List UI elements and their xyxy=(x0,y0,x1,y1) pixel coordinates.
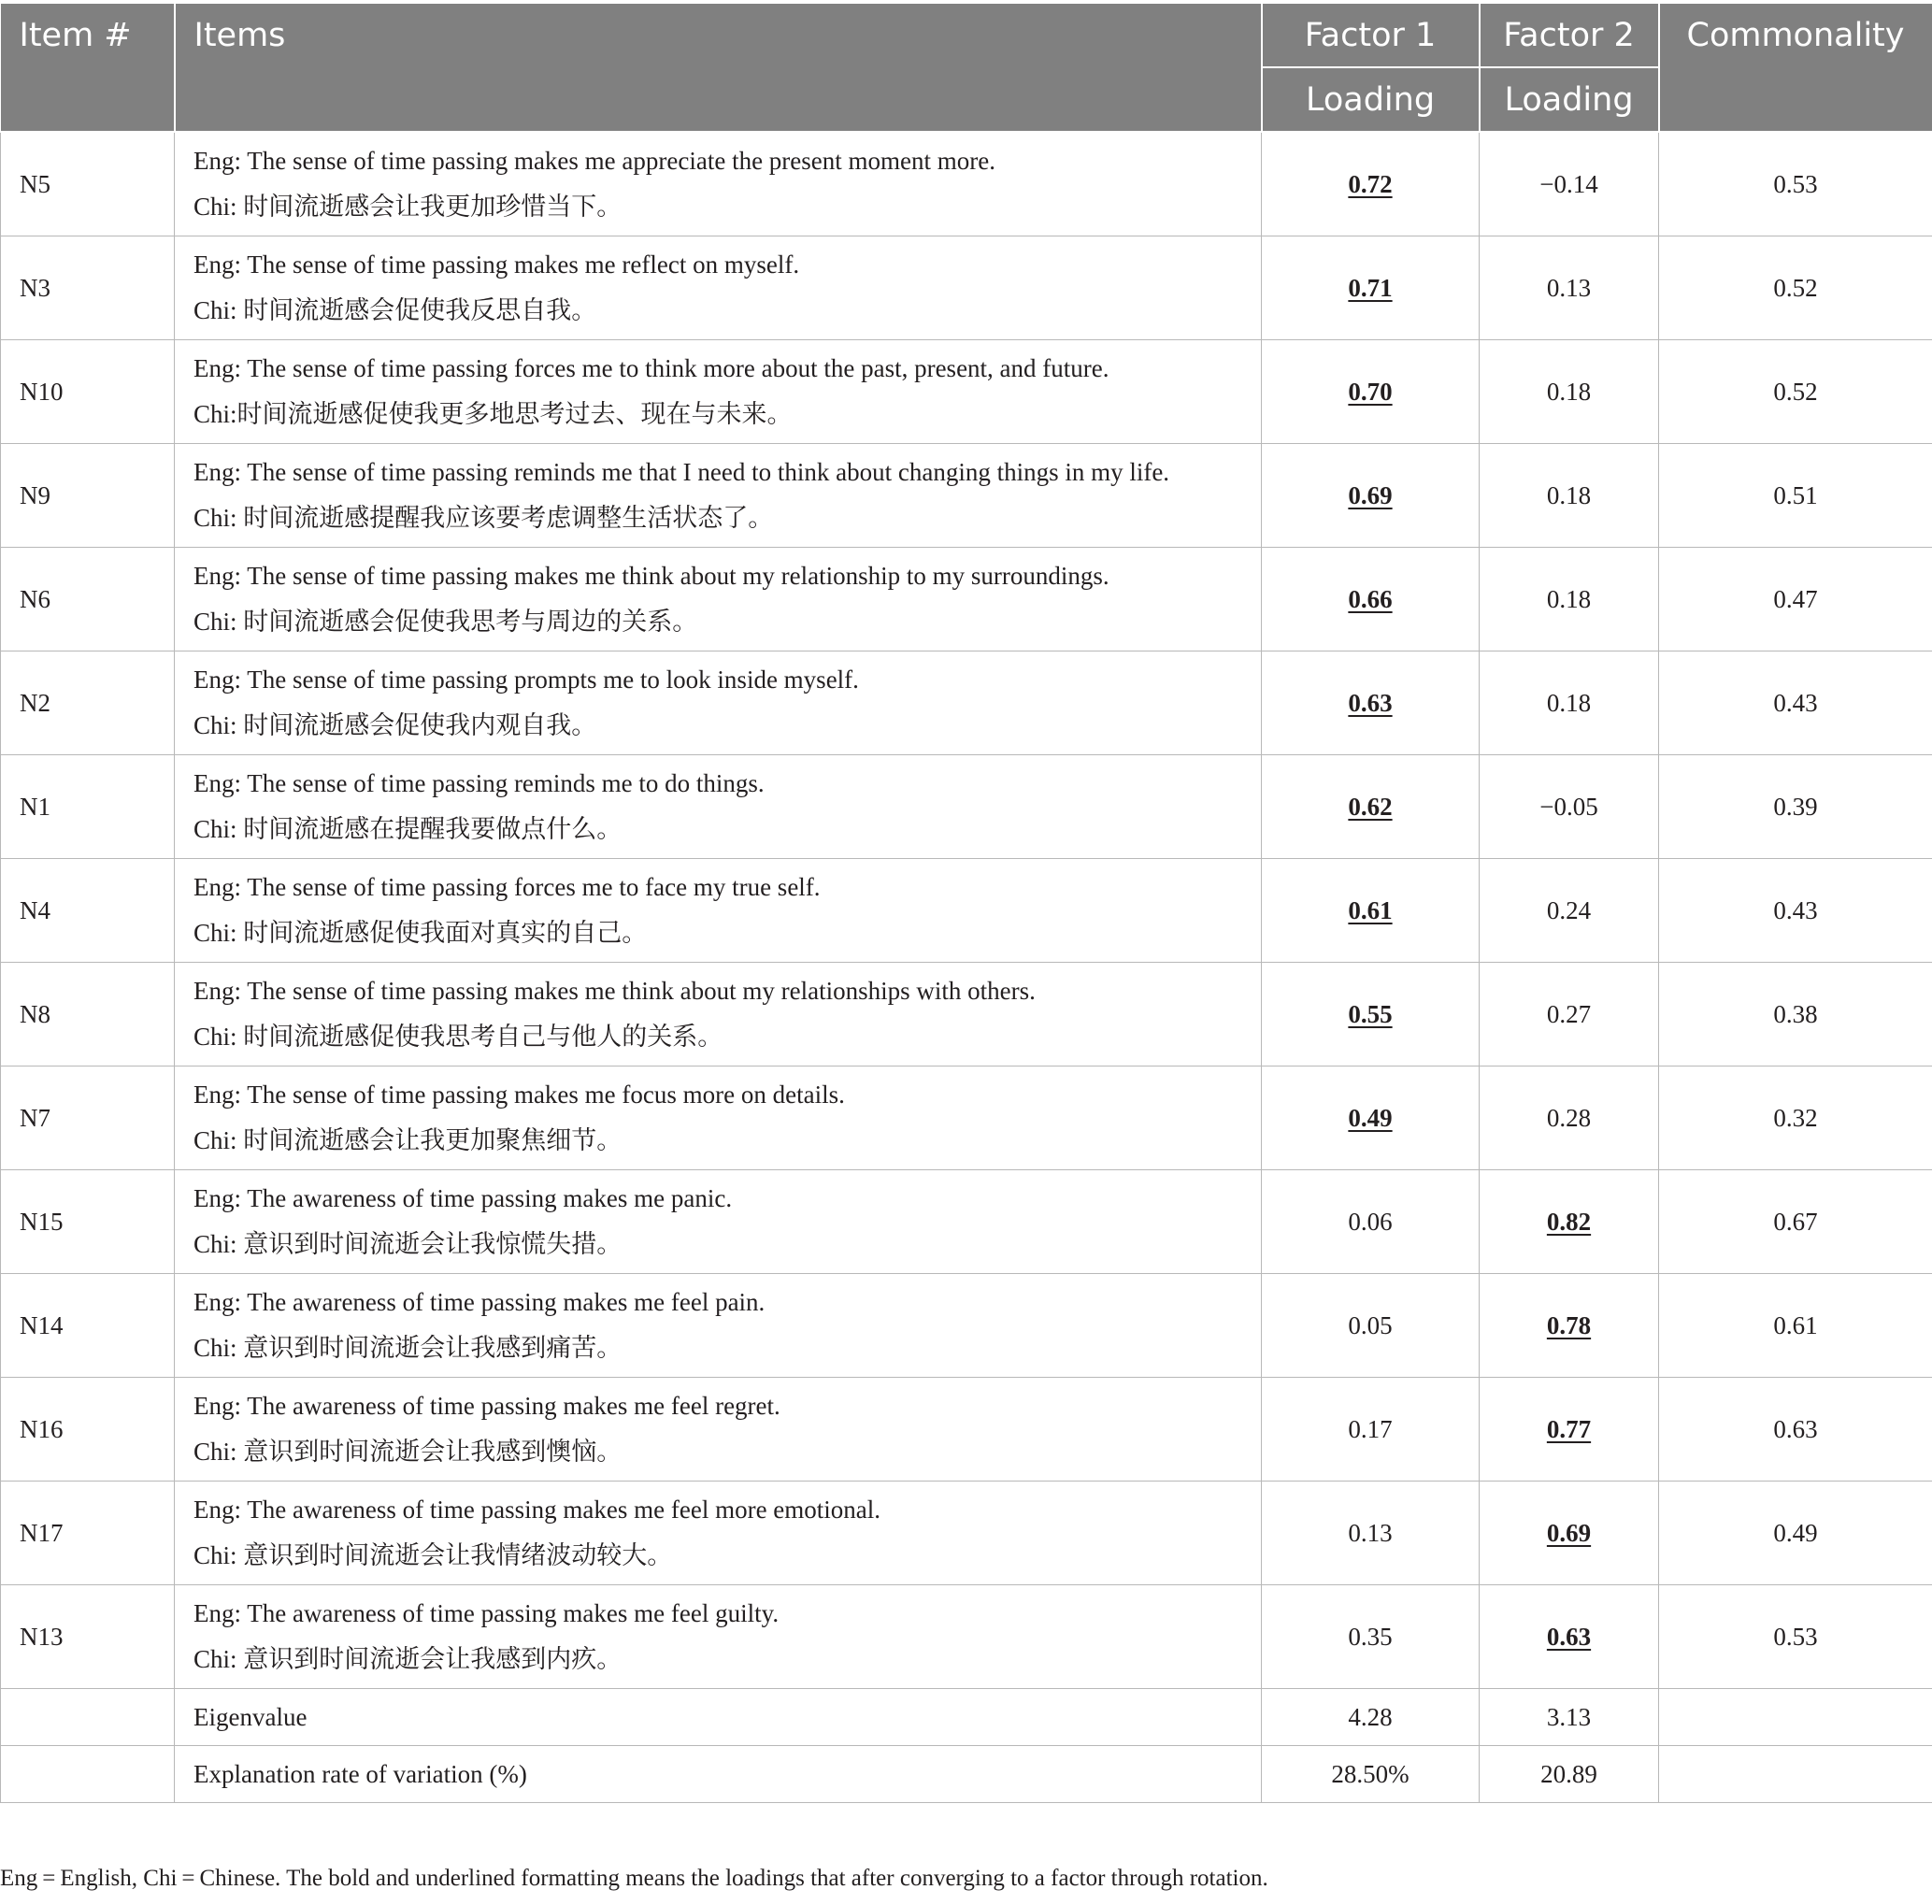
factor-1-loading-cell xyxy=(1262,1482,1480,1585)
factor-2-loading-value: 0.24 xyxy=(1546,895,1592,924)
item-id-cell: N14 xyxy=(1,1274,175,1378)
item-english-text: Eng: The sense of time passing forces me to think more about the past, present, and future. xyxy=(193,354,1109,382)
item-text-cell xyxy=(175,548,1262,651)
factor-1-loading-cell xyxy=(1262,132,1480,236)
factor-2-loading-value: 0.77 xyxy=(1546,1414,1592,1443)
item-chinese-text: Chi: 意识到时间流逝会让我情绪波动较大。 xyxy=(193,1541,673,1569)
factor-2-loading-value: 0.28 xyxy=(1546,1103,1592,1132)
header-factor-2: Factor 2 xyxy=(1480,4,1659,67)
factor-1-loading-cell xyxy=(1262,651,1480,755)
factor-2-loading-cell xyxy=(1480,340,1659,444)
commonality-cell: 0.49 xyxy=(1659,1482,1932,1585)
table-row xyxy=(1,444,1932,548)
factor-2-loading-value: 0.78 xyxy=(1546,1310,1592,1339)
item-english-text: Eng: The awareness of time passing makes me feel more emotional. xyxy=(193,1496,881,1524)
factor-1-loading-value: 0.13 xyxy=(1348,1518,1393,1547)
factor-1-loading-value: 0.72 xyxy=(1348,169,1393,198)
header-commonality: Commonality xyxy=(1659,4,1932,132)
table-row xyxy=(1,1170,1932,1274)
item-english-text: Eng: The sense of time passing forces me to face my true self. xyxy=(193,873,821,901)
item-text-cell xyxy=(175,444,1262,548)
item-id-cell: N1 xyxy=(1,755,175,859)
factor-2-loading-cell xyxy=(1480,963,1659,1067)
table-row xyxy=(1,1378,1932,1482)
commonality-cell: 0.67 xyxy=(1659,1170,1932,1274)
factor-1-loading-cell xyxy=(1262,1067,1480,1170)
factor-2-loading-cell xyxy=(1480,859,1659,963)
item-chinese-text: Chi: 意识到时间流逝会让我惊慌失措。 xyxy=(193,1230,623,1258)
header-item-number: Item # xyxy=(1,4,175,132)
factor-loading-table xyxy=(0,4,1932,1803)
factor-2-loading-value: −0.05 xyxy=(1539,792,1598,821)
header-factor-1-loading: Loading xyxy=(1262,67,1480,132)
table-body xyxy=(1,132,1932,1803)
commonality-cell: 0.38 xyxy=(1659,963,1932,1067)
summary-factor-2-cell: 20.89 xyxy=(1480,1746,1659,1803)
item-chinese-text: Chi: 时间流逝感促使我面对真实的自己。 xyxy=(193,919,648,947)
table-row xyxy=(1,1585,1932,1689)
item-chinese-text: Chi: 时间流逝感会让我更加珍惜当下。 xyxy=(193,193,623,221)
item-english-text: Eng: The awareness of time passing makes me feel pain. xyxy=(193,1288,766,1316)
summary-label-cell: Eigenvalue xyxy=(175,1689,1262,1746)
factor-2-loading-cell xyxy=(1480,1170,1659,1274)
item-chinese-text: Chi: 时间流逝感在提醒我要做点什么。 xyxy=(193,815,623,843)
item-english-text: Eng: The awareness of time passing makes me feel regret. xyxy=(193,1392,780,1420)
item-text-cell xyxy=(175,859,1262,963)
table-row xyxy=(1,132,1932,236)
item-text-cell xyxy=(175,236,1262,340)
factor-1-loading-cell xyxy=(1262,755,1480,859)
commonality-cell: 0.43 xyxy=(1659,859,1932,963)
item-english-text: Eng: The awareness of time passing makes me panic. xyxy=(193,1184,733,1212)
item-chinese-text: Chi: 意识到时间流逝会让我感到懊恼。 xyxy=(193,1438,623,1466)
factor-1-loading-cell xyxy=(1262,444,1480,548)
header-items: Items xyxy=(175,4,1262,132)
factor-2-loading-value: 0.63 xyxy=(1546,1622,1592,1651)
item-english-text: Eng: The sense of time passing makes me think about my relationships with others. xyxy=(193,977,1036,1005)
factor-1-loading-value: 0.66 xyxy=(1348,584,1393,613)
commonality-cell: 0.39 xyxy=(1659,755,1932,859)
commonality-cell: 0.51 xyxy=(1659,444,1932,548)
item-text-cell xyxy=(175,651,1262,755)
item-chinese-text: Chi: 意识到时间流逝会让我感到内疚。 xyxy=(193,1645,623,1673)
item-chinese-text: Chi:时间流逝感促使我更多地思考过去、现在与未来。 xyxy=(193,400,793,428)
item-id-cell: N4 xyxy=(1,859,175,963)
factor-1-loading-cell xyxy=(1262,1170,1480,1274)
factor-1-loading-value: 0.55 xyxy=(1348,999,1393,1028)
item-text-cell xyxy=(175,132,1262,236)
item-english-text: Eng: The sense of time passing makes me focus more on details. xyxy=(193,1081,845,1109)
header-factor-1: Factor 1 xyxy=(1262,4,1480,67)
summary-row xyxy=(1,1689,1932,1746)
commonality-cell: 0.32 xyxy=(1659,1067,1932,1170)
factor-1-loading-cell xyxy=(1262,1378,1480,1482)
header-factor-2-loading: Loading xyxy=(1480,67,1659,132)
factor-1-loading-cell xyxy=(1262,340,1480,444)
item-id-cell: N13 xyxy=(1,1585,175,1689)
factor-1-loading-cell xyxy=(1262,963,1480,1067)
item-english-text: Eng: The sense of time passing reminds me that I need to think about changing things in my life. xyxy=(193,458,1170,486)
factor-1-loading-cell xyxy=(1262,859,1480,963)
factor-2-loading-cell xyxy=(1480,1274,1659,1378)
factor-2-loading-value: 0.18 xyxy=(1546,688,1592,717)
item-id-cell: N16 xyxy=(1,1378,175,1482)
summary-row xyxy=(1,1746,1932,1803)
factor-1-loading-value: 0.61 xyxy=(1348,895,1393,924)
item-text-cell xyxy=(175,340,1262,444)
factor-1-loading-value: 0.05 xyxy=(1348,1310,1393,1339)
factor-1-loading-value: 0.69 xyxy=(1348,480,1393,509)
table-row xyxy=(1,651,1932,755)
factor-2-loading-value: 0.13 xyxy=(1546,273,1592,302)
item-text-cell xyxy=(175,1378,1262,1482)
item-chinese-text: Chi: 时间流逝感提醒我应该要考虑调整生活状态了。 xyxy=(193,504,774,532)
factor-1-loading-value: 0.63 xyxy=(1348,688,1393,717)
item-id-cell: N10 xyxy=(1,340,175,444)
factor-2-loading-cell xyxy=(1480,755,1659,859)
item-english-text: Eng: The sense of time passing makes me think about my relationship to my surroundings. xyxy=(193,562,1109,590)
item-id-cell: N3 xyxy=(1,236,175,340)
summary-factor-1-cell: 4.28 xyxy=(1262,1689,1480,1746)
table-row xyxy=(1,1482,1932,1585)
table-row xyxy=(1,755,1932,859)
factor-2-loading-value: 0.18 xyxy=(1546,584,1592,613)
item-text-cell xyxy=(175,963,1262,1067)
table-row xyxy=(1,236,1932,340)
item-chinese-text: Chi: 时间流逝感促使我思考自己与他人的关系。 xyxy=(193,1023,723,1051)
table-row xyxy=(1,548,1932,651)
item-text-cell xyxy=(175,1585,1262,1689)
table-row xyxy=(1,1067,1932,1170)
item-chinese-text: Chi: 时间流逝感会促使我思考与周边的关系。 xyxy=(193,608,698,636)
commonality-cell: 0.47 xyxy=(1659,548,1932,651)
item-english-text: Eng: The sense of time passing prompts me to look inside myself. xyxy=(193,666,859,694)
commonality-cell: 0.53 xyxy=(1659,1585,1932,1689)
commonality-cell: 0.63 xyxy=(1659,1378,1932,1482)
factor-2-loading-value: −0.14 xyxy=(1539,169,1598,198)
item-chinese-text: Chi: 时间流逝感会促使我内观自我。 xyxy=(193,711,597,739)
factor-1-loading-value: 0.06 xyxy=(1348,1207,1393,1236)
item-id-cell: N9 xyxy=(1,444,175,548)
factor-2-loading-cell xyxy=(1480,236,1659,340)
factor-2-loading-cell xyxy=(1480,1067,1659,1170)
commonality-cell: 0.61 xyxy=(1659,1274,1932,1378)
factor-1-loading-cell xyxy=(1262,1274,1480,1378)
commonality-cell: 0.52 xyxy=(1659,236,1932,340)
item-text-cell xyxy=(175,755,1262,859)
factor-2-loading-cell xyxy=(1480,1378,1659,1482)
factor-1-loading-value: 0.71 xyxy=(1348,273,1393,302)
summary-empty-cell xyxy=(1,1689,175,1746)
item-id-cell: N2 xyxy=(1,651,175,755)
commonality-cell: 0.53 xyxy=(1659,132,1932,236)
item-chinese-text: Chi: 时间流逝感会让我更加聚焦细节。 xyxy=(193,1126,623,1154)
item-english-text: Eng: The sense of time passing makes me reflect on myself. xyxy=(193,251,800,279)
factor-1-loading-cell xyxy=(1262,236,1480,340)
item-english-text: Eng: The sense of time passing makes me appreciate the present moment more. xyxy=(193,147,995,175)
table-row xyxy=(1,340,1932,444)
table-footnote: Eng = English, Chi = Chinese. The bold and underlined formatting means the loadings that after converging to a factor through rotation. xyxy=(0,1866,1268,1891)
item-id-cell: N7 xyxy=(1,1067,175,1170)
item-english-text: Eng: The awareness of time passing makes me feel guilty. xyxy=(193,1599,780,1627)
summary-commonality-cell xyxy=(1659,1689,1932,1746)
commonality-cell: 0.52 xyxy=(1659,340,1932,444)
factor-2-loading-cell xyxy=(1480,651,1659,755)
table-row xyxy=(1,859,1932,963)
factor-2-loading-value: 0.82 xyxy=(1546,1207,1592,1236)
factor-2-loading-cell xyxy=(1480,548,1659,651)
factor-2-loading-cell xyxy=(1480,132,1659,236)
item-text-cell xyxy=(175,1170,1262,1274)
factor-1-loading-value: 0.35 xyxy=(1348,1622,1393,1651)
factor-2-loading-cell xyxy=(1480,1585,1659,1689)
factor-2-loading-value: 0.18 xyxy=(1546,480,1592,509)
factor-2-loading-value: 0.27 xyxy=(1546,999,1592,1028)
item-id-cell: N5 xyxy=(1,132,175,236)
table-header xyxy=(1,4,1932,132)
factor-2-loading-value: 0.18 xyxy=(1546,377,1592,406)
summary-commonality-cell xyxy=(1659,1746,1932,1803)
factor-1-loading-value: 0.70 xyxy=(1348,377,1393,406)
summary-factor-2-cell: 3.13 xyxy=(1480,1689,1659,1746)
commonality-cell: 0.43 xyxy=(1659,651,1932,755)
item-chinese-text: Chi: 意识到时间流逝会让我感到痛苦。 xyxy=(193,1334,623,1362)
factor-2-loading-value: 0.69 xyxy=(1546,1518,1592,1547)
table-row xyxy=(1,1274,1932,1378)
item-id-cell: N6 xyxy=(1,548,175,651)
item-english-text: Eng: The sense of time passing reminds me to do things. xyxy=(193,769,765,797)
factor-1-loading-value: 0.17 xyxy=(1348,1414,1393,1443)
factor-1-loading-value: 0.49 xyxy=(1348,1103,1393,1132)
factor-1-loading-value: 0.62 xyxy=(1348,792,1393,821)
item-text-cell xyxy=(175,1067,1262,1170)
table-row xyxy=(1,963,1932,1067)
factor-1-loading-cell xyxy=(1262,548,1480,651)
factor-1-loading-cell xyxy=(1262,1585,1480,1689)
item-id-cell: N15 xyxy=(1,1170,175,1274)
factor-2-loading-cell xyxy=(1480,444,1659,548)
item-text-cell xyxy=(175,1482,1262,1585)
item-id-cell: N8 xyxy=(1,963,175,1067)
item-text-cell xyxy=(175,1274,1262,1378)
summary-empty-cell xyxy=(1,1746,175,1803)
summary-factor-1-cell: 28.50% xyxy=(1262,1746,1480,1803)
summary-label-cell: Explanation rate of variation (%) xyxy=(175,1746,1262,1803)
item-id-cell: N17 xyxy=(1,1482,175,1585)
item-chinese-text: Chi: 时间流逝感会促使我反思自我。 xyxy=(193,296,597,324)
factor-2-loading-cell xyxy=(1480,1482,1659,1585)
